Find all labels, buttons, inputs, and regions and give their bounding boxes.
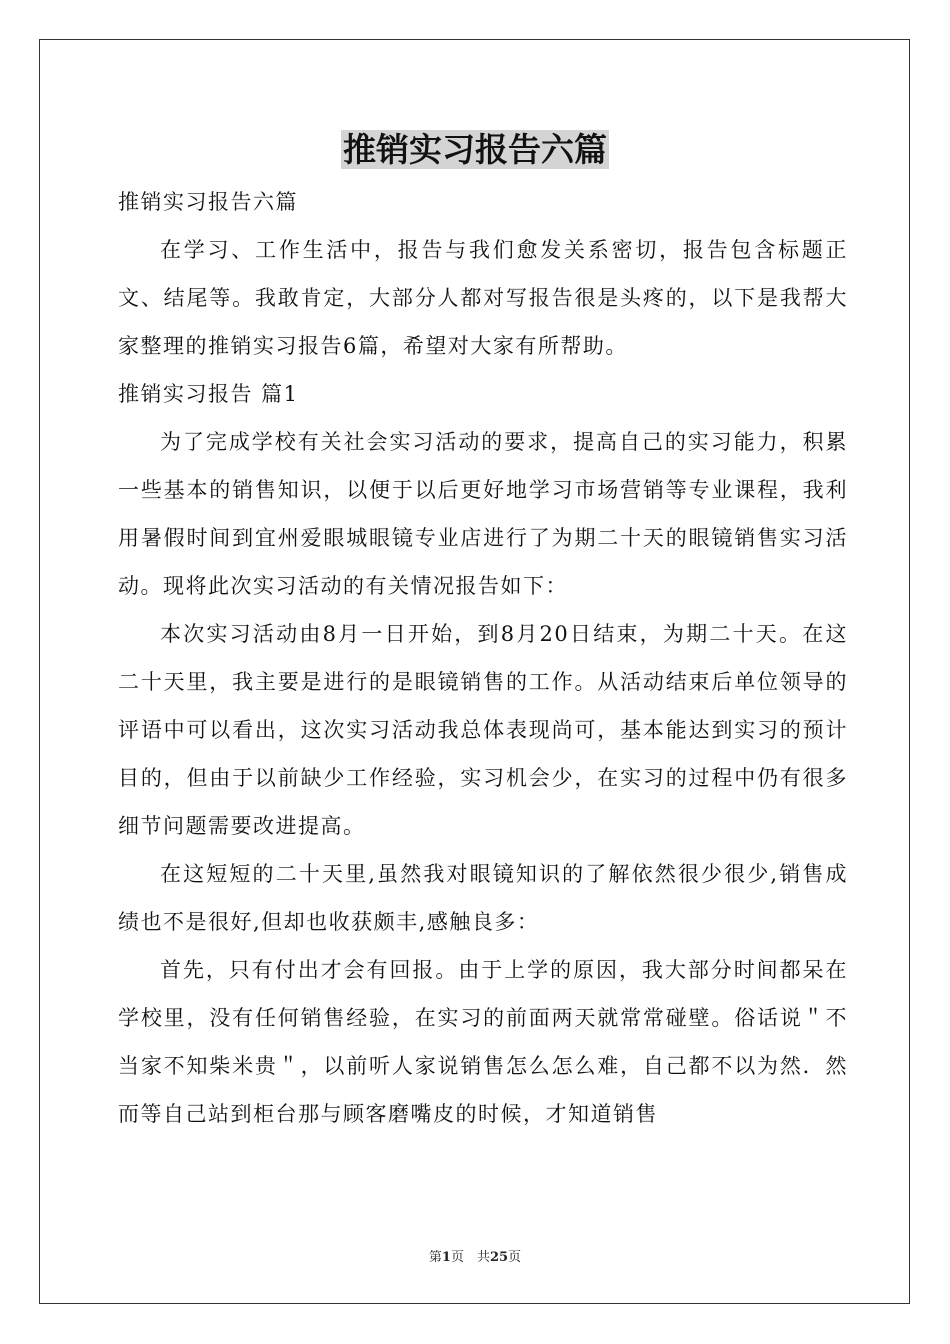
- document-title: [0, 126, 950, 174]
- footer-suffix: 页: [508, 1250, 522, 1265]
- footer-current-page: 1: [441, 1250, 451, 1265]
- document-title-text: 推销实习报告六篇: [343, 130, 607, 169]
- footer-total-pages: 25: [489, 1250, 509, 1265]
- body-heading-section-1: 推销实习报告 篇1: [118, 382, 299, 406]
- page-footer: [0, 1246, 950, 1265]
- document-body: [118, 178, 848, 1138]
- body-paragraph-intro: 在学习、工作生活中，报告与我们愈发关系密切，报告包含标题正文、结尾等。我敢肯定，大部分人都对写报告很是头疼的，以下是我帮大家整理的推销实习报告6篇，希望对大家有所帮助。: [118, 238, 848, 358]
- body-paragraph: 为了完成学校有关社会实习活动的要求，提高自己的实习能力，积累一些基本的销售知识，以便于以后更好地学习市场营销等专业课程，我利用暑假时间到宜州爱眼城眼镜专业店进行了为期二十天的眼镜销售实习活动。现将此次实习活动的有关情况报告如下：: [118, 430, 848, 598]
- body-paragraph: 首先，只有付出才会有回报。由于上学的原因，我大部分时间都呆在学校里，没有任何销售经验，在实习的前面两天就常常碰壁。俗话说＂不当家不知柴米贵＂，以前听人家说销售怎么怎么难，自己都不以为然．然而等自己站到柜台那与顾客磨嘴皮的时候，才知道销售: [118, 958, 848, 1126]
- body-paragraph: 本次实习活动由8月一日开始，到8月20日结束，为期二十天。在这二十天里，我主要是进行的是眼镜销售的工作。从活动结束后单位领导的评语中可以看出，这次实习活动我总体表现尚可，基本能达到实习的预计目的，但由于以前缺少工作经验，实习机会少，在实习的过程中仍有很多细节问题需要改进提高。: [118, 622, 848, 838]
- body-heading-main: 推销实习报告六篇: [118, 190, 298, 214]
- footer-prefix: 第: [428, 1250, 442, 1265]
- footer-mid: 页 共: [450, 1250, 490, 1265]
- body-paragraph: 在这短短的二十天里,虽然我对眼镜知识的了解依然很少很少,销售成绩也不是很好,但却也收获颇丰,感触良多：: [118, 862, 848, 934]
